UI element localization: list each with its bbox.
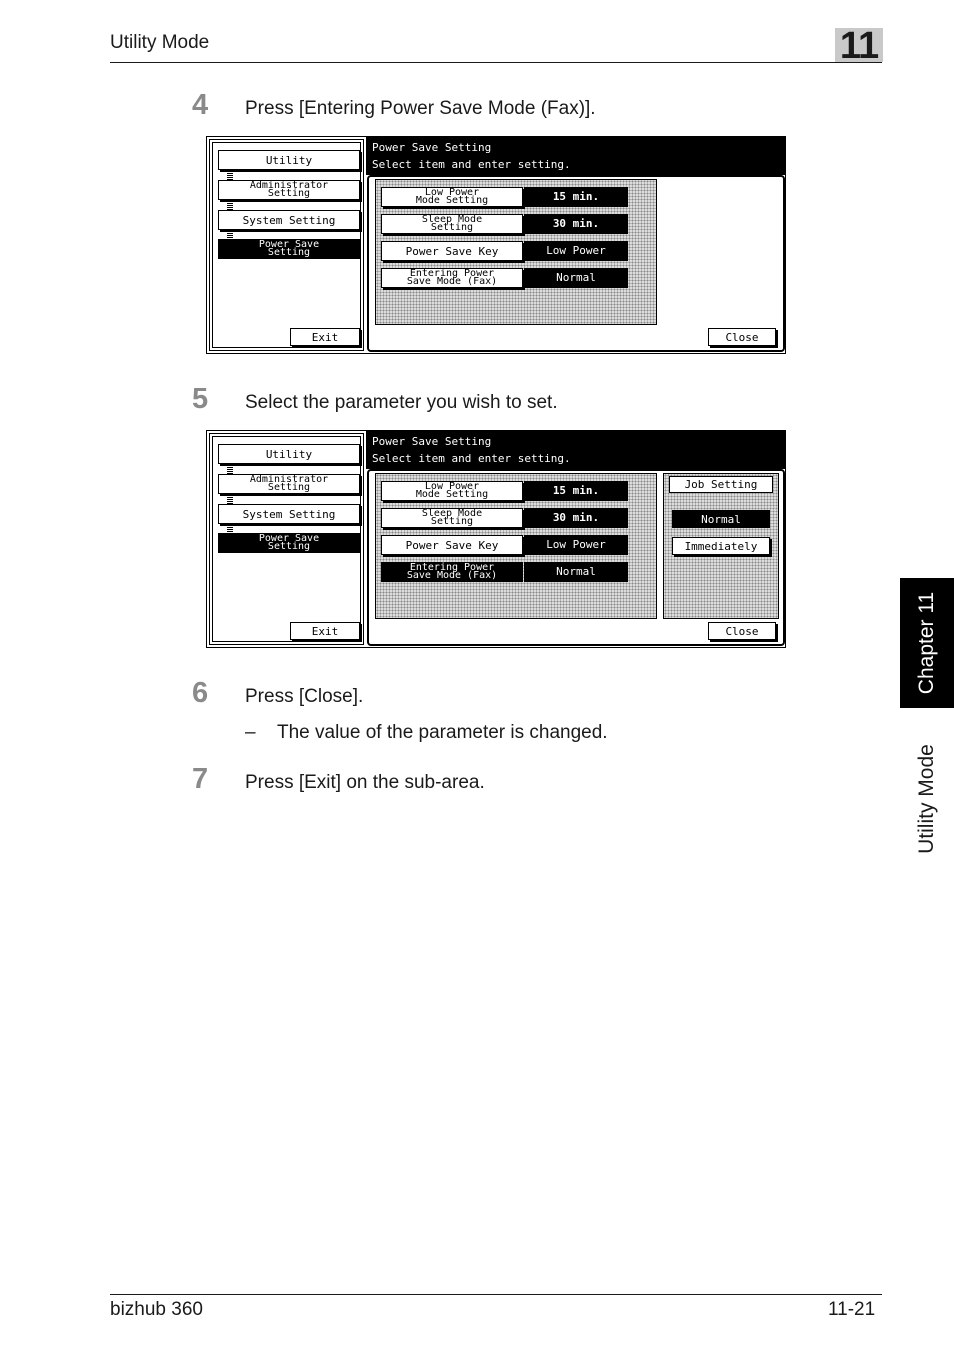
close-button[interactable]: Close [708,328,776,346]
normal-option-button[interactable]: Normal [672,510,770,528]
sub-step-text: The value of the parameter is changed. [277,722,608,743]
side-tab-chapter-label: Chapter 11 [915,591,938,695]
menu-connector-icon [227,495,233,504]
sleep-mode-setting-button[interactable]: Sleep Mode Setting [381,508,523,528]
settings-area [367,175,785,352]
running-header-title: Utility Mode [110,32,210,53]
control-panel-screenshot-2 [206,430,786,648]
system-setting-button[interactable]: System Setting [218,210,360,230]
step-text: Press [Exit] on the sub-area. [245,772,485,793]
exit-button[interactable]: Exit [290,328,360,346]
screen-title: Power Save Setting [372,435,492,448]
utility-button[interactable]: Utility [218,150,360,170]
menu-connector-icon [227,201,233,210]
header-rule [110,62,882,63]
utility-button[interactable]: Utility [218,444,360,464]
screen-title: Power Save Setting [372,141,492,154]
entering-power-save-mode-fax-button[interactable]: Entering Power Save Mode (Fax) [381,268,523,288]
screen-header [366,137,786,175]
settings-area [367,469,785,646]
screen-subtitle: Select item and enter setting. [372,158,571,171]
step-number: 7 [192,763,209,795]
system-setting-button[interactable]: System Setting [218,504,360,524]
administrator-setting-button[interactable]: Administrator Setting [218,180,360,200]
low-power-mode-setting-button[interactable]: Low Power Mode Setting [381,481,523,501]
screen-header [366,431,786,469]
step-number: 6 [192,677,209,709]
left-sub-area [209,433,364,645]
step-text: Select the parameter you wish to set. [245,392,558,413]
power-save-setting-button[interactable]: Power Save Setting [218,533,360,553]
administrator-setting-button[interactable]: Administrator Setting [218,474,360,494]
sleep-mode-value: 30 min. [524,508,628,528]
low-power-mode-setting-button[interactable]: Low Power Mode Setting [381,187,523,207]
footer-model-name: bizhub 360 [110,1299,203,1320]
entering-power-save-mode-fax-button[interactable]: Entering Power Save Mode (Fax) [381,562,523,582]
step-number: 5 [192,383,209,415]
close-button[interactable]: Close [708,622,776,640]
entering-power-save-mode-fax-value: Normal [524,562,628,582]
sleep-mode-setting-button[interactable]: Sleep Mode Setting [381,214,523,234]
footer-rule [110,1294,882,1295]
left-sub-area [209,139,364,351]
power-save-key-value: Low Power [524,241,628,261]
low-power-mode-value: 15 min. [524,481,628,501]
step-text: Press [Close]. [245,686,364,707]
job-setting-title: Job Setting [669,476,773,493]
sub-step-dash: – [245,722,256,743]
power-save-key-button[interactable]: Power Save Key [381,241,523,261]
step-text: Press [Entering Power Save Mode (Fax)]. [245,98,596,119]
control-panel-screenshot-1 [206,136,786,354]
side-tab-section-label: Utility Mode [915,744,938,854]
footer-page-number: 11-21 [828,1299,876,1320]
power-save-key-button[interactable]: Power Save Key [381,535,523,555]
immediately-option-button[interactable]: Immediately [672,537,770,555]
entering-power-save-mode-fax-value: Normal [524,268,628,288]
chapter-number: 11 [839,25,879,67]
screen-subtitle: Select item and enter setting. [372,452,571,465]
power-save-key-value: Low Power [524,535,628,555]
step-number: 4 [192,89,209,121]
sleep-mode-value: 30 min. [524,214,628,234]
menu-connector-icon [227,465,233,474]
low-power-mode-value: 15 min. [524,187,628,207]
exit-button[interactable]: Exit [290,622,360,640]
power-save-setting-button[interactable]: Power Save Setting [218,239,360,259]
menu-connector-icon [227,171,233,180]
